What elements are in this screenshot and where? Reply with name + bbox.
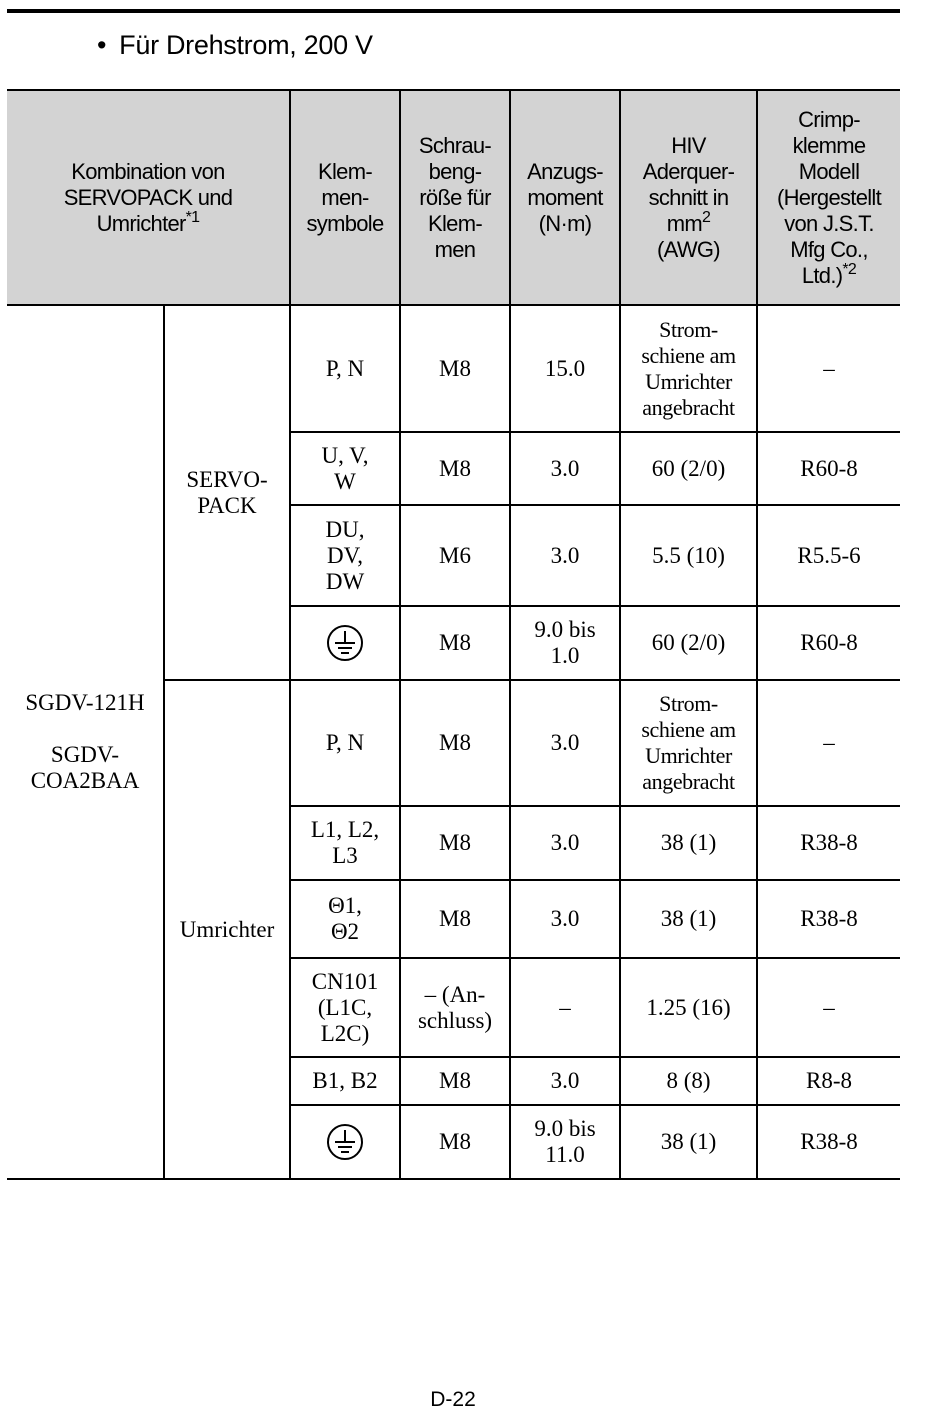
top-rule: [7, 9, 900, 13]
crimp-cell: –: [757, 680, 900, 806]
wire-cell: 38 (1): [620, 1105, 757, 1179]
wire-cell: 5.5 (10): [620, 505, 757, 606]
model-servopack: SGDV-121H: [25, 690, 145, 715]
screw-cell: M8: [400, 305, 510, 432]
terminal-cell: DU, DV, DW: [290, 505, 400, 606]
terminal-cell: P, N: [290, 680, 400, 806]
torque-cell: 3.0: [510, 505, 620, 606]
bullet-dot: •: [97, 30, 107, 60]
screw-cell: M8: [400, 680, 510, 806]
crimp-cell: R38-8: [757, 880, 900, 958]
torque-cell: 3.0: [510, 806, 620, 880]
terminal-cell: U, V, W: [290, 432, 400, 505]
screw-cell: M8: [400, 432, 510, 505]
crimp-cell: R60-8: [757, 432, 900, 505]
torque-cell: 3.0: [510, 432, 620, 505]
crimp-cell: R60-8: [757, 606, 900, 680]
torque-cell: 3.0: [510, 1057, 620, 1105]
terminal-cell: B1, B2: [290, 1057, 400, 1105]
header-screw-size: Schrau- beng- röße für Klem- men: [400, 90, 510, 305]
torque-cell: 3.0: [510, 680, 620, 806]
terminal-cell: [290, 1105, 400, 1179]
wire-cell: Strom- schiene am Umrichter angebracht: [620, 680, 757, 806]
screw-cell: M8: [400, 1105, 510, 1179]
terminal-spec-table: [7, 89, 900, 1180]
section-heading-text: Für Drehstrom, 200 V: [119, 30, 373, 60]
table-row: [7, 305, 900, 432]
screw-cell: M8: [400, 606, 510, 680]
wire-cell: 8 (8): [620, 1057, 757, 1105]
header-row: [7, 90, 900, 305]
torque-cell: 15.0: [510, 305, 620, 432]
torque-cell: 3.0: [510, 880, 620, 958]
wire-cell: 38 (1): [620, 806, 757, 880]
screw-cell: M6: [400, 505, 510, 606]
terminal-cell: [290, 606, 400, 680]
screw-cell: M8: [400, 806, 510, 880]
screw-cell: M8: [400, 1057, 510, 1105]
header-terminal-symbols: Klem- men- symbole: [290, 90, 400, 305]
terminal-cell: Θ1, Θ2: [290, 880, 400, 958]
terminal-cell: P, N: [290, 305, 400, 432]
wire-cell: 60 (2/0): [620, 606, 757, 680]
protective-earth-icon: [325, 623, 365, 663]
header-combination: Kombination von SERVOPACK und Umrichter$^{*1}$: [7, 90, 290, 305]
model-converter: SGDV- COA2BAA: [30, 742, 140, 793]
section-heading: [97, 30, 373, 61]
crimp-cell: R8-8: [757, 1057, 900, 1105]
combination-cell: [7, 305, 164, 1179]
protective-earth-icon: [325, 1122, 365, 1162]
terminal-cell: L1, L2, L3: [290, 806, 400, 880]
header-torque: Anzugs- moment (N·m): [510, 90, 620, 305]
terminal-cell: CN101 (L1C, L2C): [290, 958, 400, 1057]
wire-cell: Strom- schiene am Umrichter angebracht: [620, 305, 757, 432]
header-crimp-terminal: Crimp- klemme Modell (Hergestellt von J.S.T. Mfg Co., Ltd.)$^{*2}$: [757, 90, 900, 305]
crimp-cell: –: [757, 305, 900, 432]
crimp-cell: R38-8: [757, 1105, 900, 1179]
group-converter: Umrichter: [164, 680, 290, 1179]
crimp-cell: –: [757, 958, 900, 1057]
crimp-cell: R5.5-6: [757, 505, 900, 606]
header-wire-size: HIV Aderquer- schnitt in $mm^2$ (AWG): [620, 90, 757, 305]
group-servopack: SERVO- PACK: [164, 305, 290, 680]
wire-cell: 38 (1): [620, 880, 757, 958]
torque-cell: –: [510, 958, 620, 1057]
wire-cell: 60 (2/0): [620, 432, 757, 505]
torque-cell: 9.0 bis 1.0: [510, 606, 620, 680]
crimp-cell: R38-8: [757, 806, 900, 880]
wire-cell: 1.25 (16): [620, 958, 757, 1057]
screw-cell: M8: [400, 880, 510, 958]
screw-cell: – (An- schluss): [400, 958, 510, 1057]
page-number: D-22: [430, 1388, 476, 1411]
torque-cell: 9.0 bis 11.0: [510, 1105, 620, 1179]
